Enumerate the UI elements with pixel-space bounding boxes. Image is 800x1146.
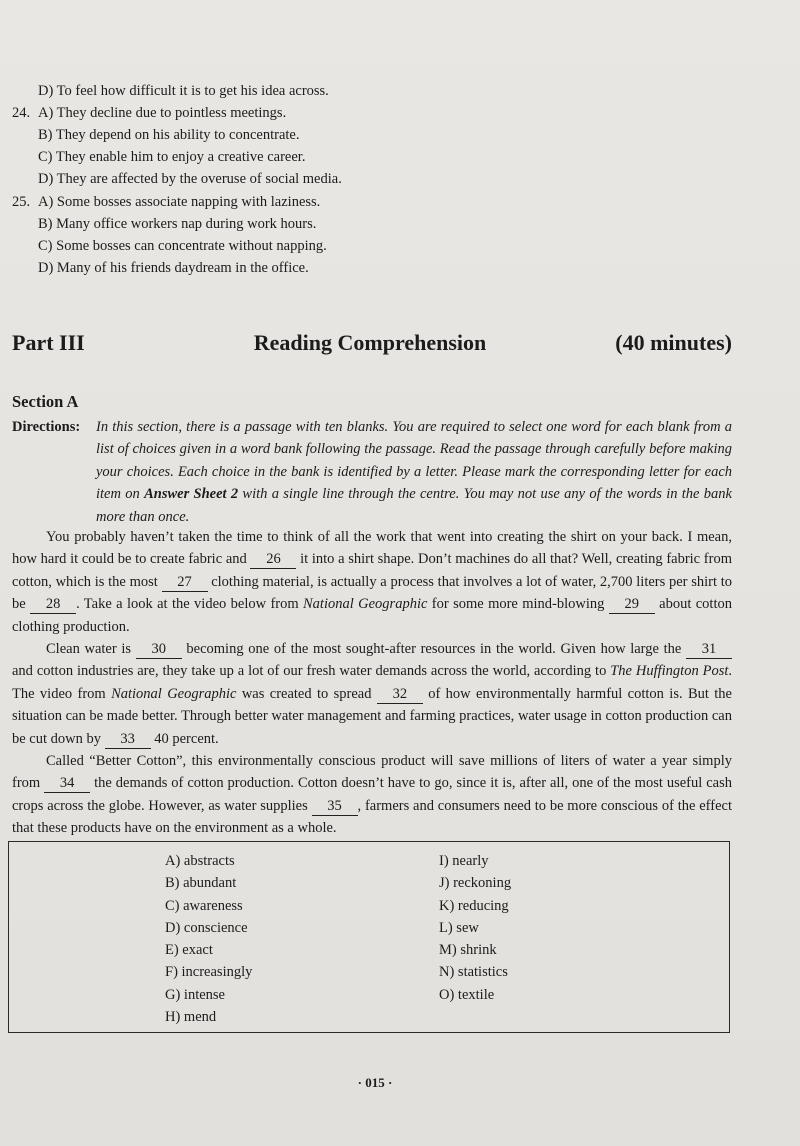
passage-text: was created to spread	[236, 685, 377, 702]
blank-30: 30	[136, 641, 182, 659]
blank-32: 32	[377, 686, 423, 704]
passage-paragraph-1	[12, 526, 732, 638]
passage-text: clothing material, is actually a process that involves a lot of water, 2,700 liters per shirt to be	[12, 573, 732, 613]
source-title: National Geographic	[303, 596, 428, 613]
directions-label: Directions:	[12, 419, 81, 435]
q23-option-d: D) To feel how difficult it is to get his idea across.	[38, 83, 329, 99]
q25-option-a: A) Some bosses associate napping with laziness.	[38, 194, 321, 210]
reading-passage	[12, 526, 732, 840]
word-bank-choice: K) reducing	[439, 897, 509, 914]
passage-text: . Take a look at the video below from	[76, 596, 304, 613]
word-bank-choice: C) awareness	[165, 897, 243, 914]
directions-text: In this section, there is a passage with ten blanks. You are required to select one word for each blank from a list of choices given in a word bank following the passage. Read the passage through carefully before making your choices. Each choice in the bank is identified by a letter. Please mark the corresponding letter for each item on Answer Sheet 2 with a single line through the centre. You may not use any of the words in the bank more than once.	[96, 419, 732, 525]
source-title: National Geographic	[111, 685, 237, 702]
page-number: · 015 ·	[357, 1075, 393, 1090]
directions	[12, 416, 732, 528]
passage-text: for some more mind-blowing	[427, 596, 609, 613]
word-bank-choice: D) conscience	[165, 919, 248, 936]
question-24-number: 24.	[12, 105, 31, 121]
part-time: (40 minutes)	[615, 330, 732, 355]
word-bank-choice: N) statistics	[439, 964, 508, 981]
word-bank-choice: A) abstracts	[165, 853, 235, 869]
passage-text: . The video from	[12, 663, 732, 702]
word-bank-choice: F) increasingly	[165, 964, 253, 981]
q24-option-a: A) They decline due to pointless meetings.	[38, 105, 287, 121]
word-bank-choice: L) sew	[439, 919, 479, 936]
word-bank-left-column	[165, 850, 252, 1028]
passage-text: Called “Better Cotton”, this environmentally conscious product will save millions of liters of water a year simply from	[12, 753, 732, 792]
passage-text: about cotton clothing production.	[12, 596, 732, 635]
blank-26: 26	[250, 551, 296, 569]
part-title: Reading Comprehension	[253, 330, 487, 355]
word-bank	[8, 841, 730, 1033]
word-bank-right-column	[439, 850, 511, 1006]
word-bank-choice: H) mend	[165, 1009, 217, 1026]
blank-31: 31	[686, 641, 732, 659]
blank-28: 28	[30, 596, 76, 614]
answer-sheet-emphasis: Answer Sheet 2	[144, 486, 239, 503]
question-25-number: 25.	[12, 194, 31, 210]
passage-text: Clean water is	[46, 641, 136, 658]
word-bank-choice: E) exact	[165, 942, 213, 959]
blank-34: 34	[44, 775, 90, 793]
word-bank-choice: O) textile	[439, 986, 495, 1003]
q25-option-c: C) Some bosses can concentrate without napping.	[38, 238, 327, 254]
q24-option-c: C) They enable him to enjoy a creative career.	[38, 149, 306, 165]
passage-text: becoming one of the most sought-after resources in the world. Given how large the	[181, 641, 686, 658]
passage-text: You probably haven’t taken the time to think of all the work that went into creating the shirt on your back. I mean, how hard it could be to create fabric and	[12, 529, 732, 568]
q24-option-b: B) They depend on his ability to concentrate.	[38, 127, 300, 143]
blank-35: 35	[312, 798, 358, 816]
part-heading	[12, 330, 732, 356]
q25-option-d: D) Many of his friends daydream in the office.	[38, 260, 309, 276]
blank-29: 29	[609, 596, 655, 614]
word-bank-choice: G) intense	[165, 986, 225, 1003]
word-bank-choice: I) nearly	[439, 853, 489, 869]
word-bank-choice: B) abundant	[165, 875, 237, 892]
passage-text: and cotton industries are, they take up a lot of our fresh water demands across the world, according to	[12, 663, 611, 680]
part-label: Part III	[12, 330, 85, 355]
passage-text: , farmers and consumers need to be more conscious of the effect that these products have on the environment as a whole.	[12, 797, 732, 837]
section-title: Section A	[12, 392, 79, 411]
passage-paragraph-3	[12, 750, 732, 840]
q25-option-b: B) Many office workers nap during work hours.	[38, 216, 317, 232]
word-bank-choice: M) shrink	[439, 942, 497, 959]
blank-33: 33	[105, 731, 151, 749]
passage-text: it into a shirt shape. Don’t machines do all that? Well, creating fabric from cotton, which is the most	[12, 551, 732, 590]
passage-paragraph-2	[12, 638, 732, 750]
q24-option-d: D) They are affected by the overuse of social media.	[38, 171, 342, 187]
passage-text: the demands of cotton production. Cotton doesn’t have to go, since it is, after all, one of the most useful cash crops across the globe. However, as water supplies	[12, 775, 733, 814]
source-title: The Huffington Post	[610, 663, 729, 680]
passage-text: 40 percent.	[150, 730, 219, 747]
blank-27: 27	[162, 574, 208, 592]
passage-text: of how environmentally harmful cotton is. But the situation can be made better. Through better water management and farming practices, water usage in cotton production can be cut down by	[12, 685, 732, 747]
word-bank-choice: J) reckoning	[439, 875, 512, 892]
